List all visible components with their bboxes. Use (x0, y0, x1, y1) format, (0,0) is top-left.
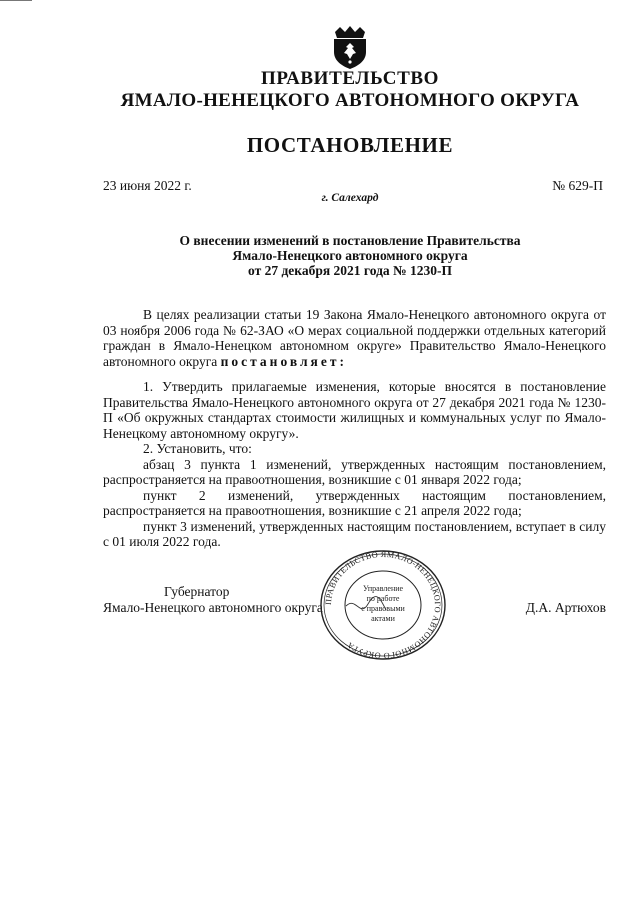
item-1: 1. Утвердить прилагаемые изменения, которые вносятся в постановление Правительства Ямало-Ненецкого автономного округа от 27 декабря 2021 года № 1230-П «Об окружных стандартах стоимости жилищных и коммунальных услуг по Ямало-Ненецкому автономному округу». (103, 379, 606, 441)
resolves-word: постановляет: (220, 353, 347, 369)
document-date: 23 июня 2022 г. (103, 178, 192, 193)
resolution-items (103, 379, 606, 550)
document-city: г. Салехард (321, 192, 379, 204)
item-2-subitem: абзац 3 пункта 1 изменений, утвержденных настоящим постановлением, распространяется на правоотношения, возникшие с 01 января 2022 года; (103, 456, 606, 487)
document-type: ПОСТАНОВЛЕНИЕ (246, 133, 454, 157)
stamp-inner-line: с правовыми (361, 604, 405, 613)
region-title: ЯМАЛО-НЕНЕЦКОГО АВТОНОМНОГО ОКРУГА (120, 90, 580, 111)
item-2-subitem: пункт 2 изменений, утвержденных настоящим постановлением, распространяется на правоотношения, возникшие с 21 апреля 2022 года; (103, 487, 606, 518)
coat-of-arms-icon (329, 24, 371, 70)
signer-title (103, 584, 323, 616)
stamp-inner-line: актами (371, 614, 395, 623)
signer-name: Д.А. Артюхов (525, 600, 606, 615)
document-number: № 629-П (552, 178, 603, 193)
stamp-inner-line: по работе (366, 594, 400, 603)
item-2-subitem: пункт 3 изменений, утвержденных настоящим постановлением, вступает в силу с 01 июля 2022 года. (103, 518, 606, 549)
preamble-paragraph (103, 307, 606, 369)
subject-line: О внесении изменений в постановление Правительства (179, 233, 521, 248)
government-title: ПРАВИТЕЛЬСТВО (260, 68, 440, 89)
official-stamp (316, 548, 450, 662)
document-subject (0, 233, 640, 278)
subject-line: от 27 декабря 2021 года № 1230-П (248, 263, 452, 278)
item-2: 2. Установить, что: (143, 441, 252, 456)
preamble-text: В целях реализации статьи 19 Закона Ямало-Ненецкого автономного округа от 03 ноября 2006 года № 62-ЗАО «О мерах социальной поддержки отдельных категорий граждан в Ямало-Ненецком автономном округе» Правительство Ямало-Ненецкого автономного округа (103, 307, 606, 369)
signer-title-line: Ямало-Ненецкого автономного округа (103, 600, 323, 615)
scan-artifact-line (0, 0, 32, 3)
preamble-block (103, 307, 606, 369)
signer-title-line: Губернатор (164, 584, 230, 599)
stamp-ring-text: ПРАВИТЕЛЬСТВО ЯМАЛО-НЕНЕЦКОГО АВТОНОМНОГО ОКРУГА (323, 549, 443, 661)
stamp-inner-line: Управление (362, 584, 404, 593)
subject-line: Ямало-Ненецкого автономного округа (232, 248, 468, 263)
